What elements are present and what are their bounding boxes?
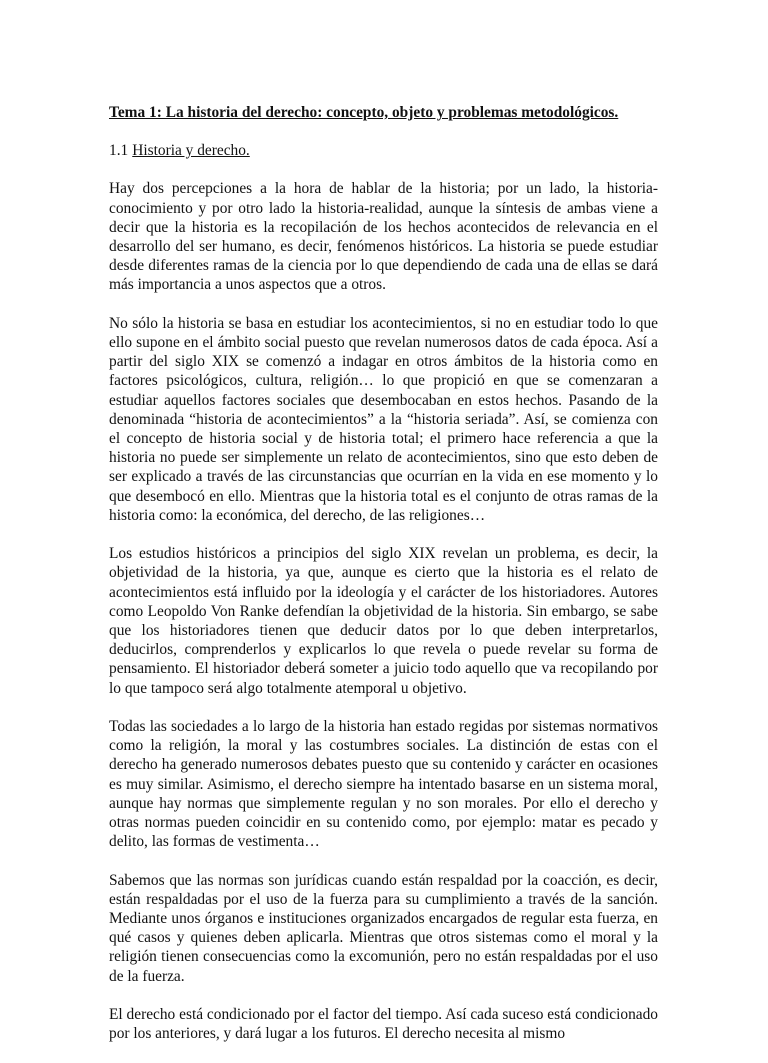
document-title: Tema 1: La historia del derecho: concepto, objeto y problemas metodológicos. [109,104,619,121]
paragraph: No sólo la historia se basa en estudiar los acontecimientos, si no en estudiar todo lo que ello supone en el ámbito social puesto que revelan numerosos datos de cada época. Así a partir del siglo XIX se comenzó a indagar en otros ámbitos de la historia como en factores psicológicos, cultura, religión… lo que propició en que se comenzaran a estudiar aquellos factores sociales que desembocaban en estos hechos. Pasando de la denominada “historia de acontecimientos” a la “historia seriada”. Así, se comienza con el concepto de historia social y de historia total; el primero hace referencia a que la historia no puede ser simplemente un relato de acontecimientos, sino que esto deben de ser explicado a través de las circunstancias que ocurrían en la vida en ese momento y lo que desembocó en ello. Mientras que la historia total es el conjunto de otras ramas de la historia como: la económica, del derecho, de las religiones… [109,314,658,524]
document-body [109,103,658,1063]
section-title: Historia y derecho. [132,142,250,160]
paragraph: Hay dos percepciones a la hora de hablar de la historia; por un lado, la historia-conocimiento y por otro lado la historia-realidad, aunque la síntesis de ambas viene a decir que la historia es la recopilación de los hechos acontecidos de relevancia en el desarrollo del ser humano, es decir, fenómenos históricos. La historia se puede estudiar desde diferentes ramas de la ciencia por lo que dependiendo de cada una de ellas se dará más importancia a unos aspectos que a otros. [109,180,658,294]
paragraph: Todas las sociedades a lo largo de la historia han estado regidas por sistemas normativos como la religión, la moral y las costumbres sociales. La distinción de estas con el derecho ha generado numerosos debates puesto que su contenido y carácter en ocasiones es muy similar. Asimismo, el derecho siempre ha intentado basarse en un sistema moral, aunque hay normas que simplemente regulan y no son morales. Por ello el derecho y otras normas pueden coincidir en su contenido como, por ejemplo: matar es pecado y delito, las formas de vestimenta… [109,718,658,851]
paragraph: El derecho está condicionado por el factor del tiempo. Así cada suceso está condicionado por los anteriores, y dará lugar a los futuros. El derecho necesita al mismo [109,1006,658,1043]
paragraph: Los estudios históricos a principios del siglo XIX revelan un problema, es decir, la objetividad de la historia, ya que, aunque es cierto que la historia es el relato de acontecimientos está influido por la ideología y el carácter de los historiadores. Autores como Leopoldo Von Ranke defendían la objetividad de la historia. Sin embargo, se sabe que los historiadores tienen que deducir datos por lo que deben interpretarlos, deducirlos, comprenderlos y explicarlos lo que revela o puede revelar su forma de pensamiento. El historiador deberá someter a juicio todo aquello que va recopilando por lo que tampoco será algo totalmente atemporal u objetivo. [109,545,658,697]
paragraph: Sabemos que las normas son jurídicas cuando están respaldad por la coacción, es decir, están respaldadas por el uso de la fuerza para su cumplimiento a través de la sanción. Mediante unos órganos e instituciones organizados encargados de regular esta fuerza, en qué casos y quienes deben aplicarla. Mientras que otros sistemas como el moral y la religión tienen consecuencias como la excomunión, pero no están respaldadas por el uso de la fuerza. [109,871,658,985]
section-number: 1.1 [109,142,129,160]
section-heading [109,141,658,160]
